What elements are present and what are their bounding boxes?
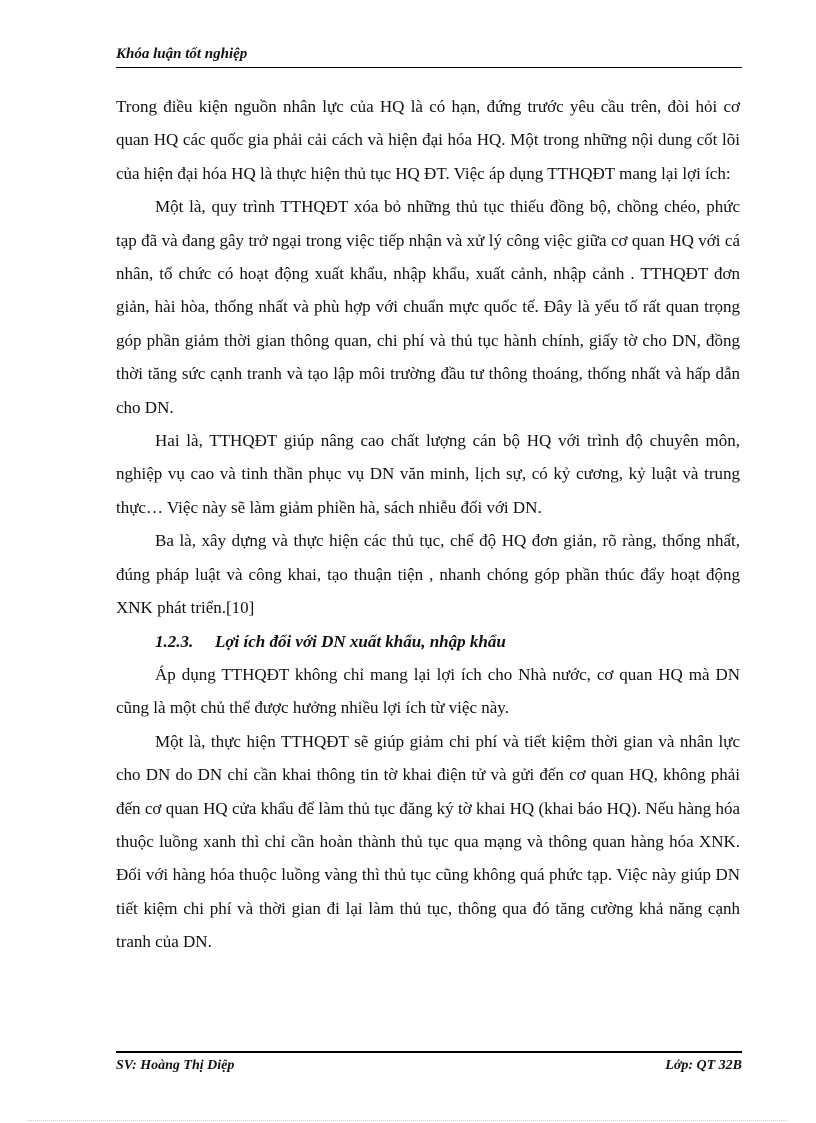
paragraph-intro: Trong điều kiện nguồn nhân lực của HQ là có hạn, đứng trước yêu cầu trên, đòi hỏi cơ quan HQ các quốc gia phải cải cách và hiện đại hóa HQ. Một trong những nội dung cốt lõi của hiện đại hóa HQ là thực hiện thủ tục HQ ĐT. Việc áp dụng TTHQĐT mang lại lợi ích:	[116, 97, 740, 183]
section-heading	[116, 625, 740, 658]
paragraph-benefit-3: Ba là, xây dựng và thực hiện các thủ tục, chế độ HQ đơn giản, rõ ràng, thống nhất, đúng pháp luật và công khai, tạo thuận tiện , nhanh chóng góp phần thúc đẩy hoạt động XNK phát triển.[10]	[116, 531, 740, 618]
paragraph-dn-benefit-1: Một là, thực hiện TTHQĐT sẽ giúp giảm chi phí và tiết kiệm thời gian và nhân lực cho DN do DN chỉ cần khai thông tin tờ khai điện tử và gửi đến cơ quan HQ, không phải đến cơ quan HQ cửa khẩu để làm thủ tục đăng ký tờ khai HQ (khai báo HQ). Nếu hàng hóa thuộc luồng xanh thì chỉ cần hoàn thành thủ tục qua mạng và thông quan hàng hóa XNK. Đối với hàng hóa thuộc luồng vàng thì thủ tục cũng không quá phức tạp. Việc này giúp DN tiết kiệm chi phí và thời gian đi lại làm thủ tục, thông qua đó tăng cường khả năng cạnh tranh của DN.	[116, 731, 740, 952]
paragraph-dn-intro: Áp dụng TTHQĐT không chỉ mang lại lợi ích cho Nhà nước, cơ quan HQ mà DN cũng là một chủ thể được hưởng nhiều lợi ích từ việc này.	[116, 664, 740, 718]
page-footer	[116, 1058, 742, 1074]
section-number: 1.2.3.	[155, 631, 194, 651]
footer-student: SV: Hoàng Thị Diệp	[116, 1058, 235, 1073]
section-title: Lợi ích đối với DN xuất khẩu, nhập khẩu	[215, 631, 506, 651]
footer-divider	[116, 1051, 742, 1053]
page-edge-divider	[28, 1120, 788, 1121]
paragraph-benefit-1: Một là, quy trình TTHQĐT xóa bỏ những thủ tục thiếu đồng bộ, chồng chéo, phức tạp đã và đang gây trở ngại trong việc tiếp nhận và xử lý công việc giữa cơ quan HQ với cá nhân, tổ chức có hoạt động xuất khẩu, nhập khẩu, xuất cảnh, nhập cảnh . TTHQĐT đơn giản, hài hòa, thống nhất và phù hợp với chuẩn mực quốc tế. Đây là yếu tố rất quan trọng góp phần giảm thời gian thông quan, chi phí và thủ tục hành chính, giấy tờ cho DN, đồng thời tăng sức cạnh tranh và tạo lập môi trường đầu tư thông thoáng, thống nhất và hấp dẫn cho DN.	[116, 197, 740, 417]
footer-class: Lớp: QT 32B	[665, 1058, 742, 1073]
paragraph-benefit-2: Hai là, TTHQĐT giúp nâng cao chất lượng cán bộ HQ với trình độ chuyên môn, nghiệp vụ cao và tinh thần phục vụ DN văn minh, lịch sự, có kỷ cương, kỷ luật và trung thực… Việc này sẽ làm giảm phiền hà, sách nhiễu đối với DN.	[116, 431, 740, 517]
page-header: Khóa luận tốt nghiệp	[116, 46, 742, 68]
document-body	[116, 90, 740, 959]
